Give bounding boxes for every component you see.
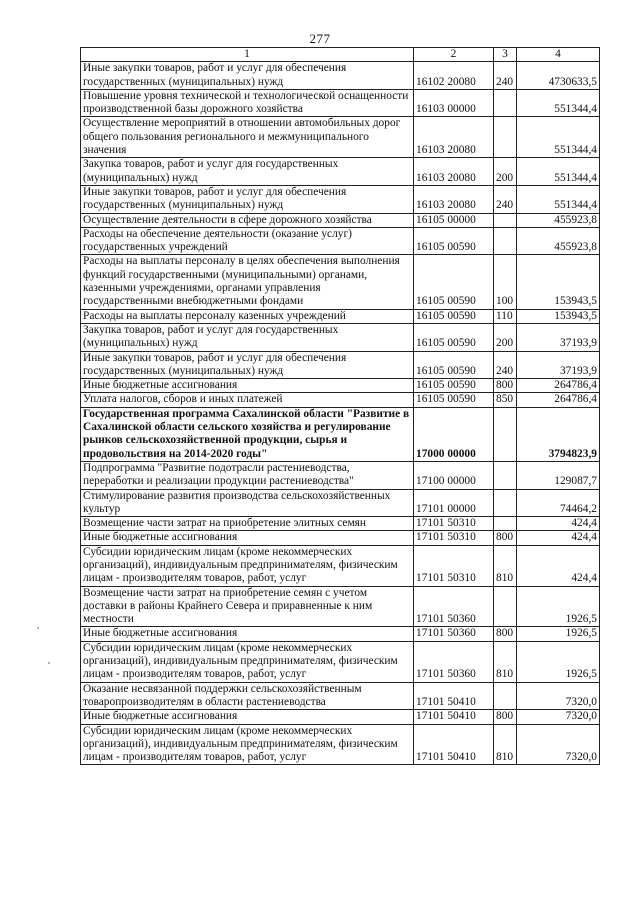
row-code: 16105 00590 [414, 393, 494, 407]
row-name: Иные закупки товаров, работ и услуг для обеспечения государственных (муниципальных) нужд [81, 62, 414, 90]
row-name: Закупка товаров, работ и услуг для государственных (муниципальных) нужд [81, 158, 414, 186]
table-row [81, 724, 600, 765]
row-name: Осуществление деятельности в сфере дорожного хозяйства [81, 213, 414, 227]
row-name: Возмещение части затрат на приобретение семян с учетом доставки в районы Крайнего Севера и приравненные к ним местности [81, 586, 414, 627]
scan-speck [48, 662, 50, 664]
row-name: Подпрограмма "Развитие подотрасли растениеводства, переработки и реализации продукции растениеводства" [81, 461, 414, 489]
scan-speck [37, 627, 39, 629]
row-amount: 129087,7 [517, 461, 600, 489]
row-kvr [494, 213, 517, 227]
row-name: Расходы на выплаты персоналу казенных учреждений [81, 309, 414, 323]
row-amount: 74464,2 [517, 489, 600, 517]
row-name: Субсидии юридическим лицам (кроме некоммерческих организаций), индивидуальным предпринимателям, физическим лицам - производителям товаров, работ, услуг [81, 724, 414, 765]
row-code: 17101 50410 [414, 682, 494, 710]
row-code: 16105 00590 [414, 351, 494, 379]
row-kvr: 810 [494, 545, 517, 586]
row-name: Иные бюджетные ассигнования [81, 531, 414, 545]
row-name: Расходы на обеспечение деятельности (оказание услуг) государственных учреждений [81, 227, 414, 255]
row-amount: 1926,5 [517, 641, 600, 682]
row-amount: 424,4 [517, 517, 600, 531]
row-kvr [494, 461, 517, 489]
row-code: 17101 50410 [414, 724, 494, 765]
row-kvr: 240 [494, 62, 517, 90]
row-code: 16103 20080 [414, 185, 494, 213]
row-kvr [494, 517, 517, 531]
table-row [81, 89, 600, 117]
table-row [81, 379, 600, 393]
row-kvr [494, 89, 517, 117]
row-code: 17101 50310 [414, 545, 494, 586]
table-row [81, 227, 600, 255]
row-name: Субсидии юридическим лицам (кроме некоммерческих организаций), индивидуальным предпринимателям, физическим лицам - производителям товаров, работ, услуг [81, 545, 414, 586]
row-kvr: 800 [494, 627, 517, 641]
row-amount: 3794823,9 [517, 407, 600, 461]
row-code: 16105 00000 [414, 213, 494, 227]
row-code: 17101 00000 [414, 489, 494, 517]
row-name: Иные закупки товаров, работ и услуг для обеспечения государственных (муниципальных) нужд [81, 351, 414, 379]
row-amount: 1926,5 [517, 627, 600, 641]
row-kvr [494, 117, 517, 158]
row-name: Уплата налогов, сборов и иных платежей [81, 393, 414, 407]
table-row [81, 213, 600, 227]
row-kvr: 240 [494, 351, 517, 379]
table-row [81, 185, 600, 213]
row-name: Оказание несвязанной поддержки сельскохозяйственным товаропроизводителям в области растениеводства [81, 682, 414, 710]
row-code: 16102 20080 [414, 62, 494, 90]
row-kvr: 240 [494, 185, 517, 213]
table-row [81, 407, 600, 461]
row-kvr: 810 [494, 724, 517, 765]
row-amount: 153943,5 [517, 309, 600, 323]
row-amount: 455923,8 [517, 213, 600, 227]
header-col-3: 3 [494, 48, 517, 62]
row-code: 17101 50360 [414, 641, 494, 682]
header-row [81, 48, 600, 62]
table-row [81, 641, 600, 682]
table-row [81, 586, 600, 627]
row-code: 17101 50410 [414, 710, 494, 724]
table-row [81, 710, 600, 724]
row-code: 17100 00000 [414, 461, 494, 489]
row-name: Иные бюджетные ассигнования [81, 710, 414, 724]
row-name: Расходы на выплаты персоналу в целях обеспечения выполнения функций государственными (муниципальными) органами, казенными учреждениями, органами управления государственными внебюджетными фондами [81, 255, 414, 309]
row-amount: 455923,8 [517, 227, 600, 255]
row-code: 16103 20080 [414, 117, 494, 158]
row-kvr [494, 489, 517, 517]
table-row [81, 323, 600, 351]
row-amount: 551344,4 [517, 185, 600, 213]
row-name: Иные бюджетные ассигнования [81, 627, 414, 641]
row-kvr: 200 [494, 158, 517, 186]
row-code: 16105 00590 [414, 309, 494, 323]
row-code: 16105 00590 [414, 323, 494, 351]
table-row [81, 489, 600, 517]
row-amount: 7320,0 [517, 682, 600, 710]
row-code: 17101 50360 [414, 627, 494, 641]
row-name: Государственная программа Сахалинской области "Развитие в Сахалинской области сельского хозяйства и регулирование рынков сельскохозяйственной продукции, сырья и продовольствия на 2014-2020 годы" [81, 407, 414, 461]
row-amount: 37193,9 [517, 351, 600, 379]
row-amount: 424,4 [517, 531, 600, 545]
table-body [81, 62, 600, 765]
table-row [81, 545, 600, 586]
header-col-2: 2 [414, 48, 494, 62]
header-col-1: 1 [81, 48, 414, 62]
row-name: Иные бюджетные ассигнования [81, 379, 414, 393]
row-amount: 551344,4 [517, 89, 600, 117]
row-code: 16105 00590 [414, 255, 494, 309]
row-name: Стимулирование развития производства сельскохозяйственных культур [81, 489, 414, 517]
row-name: Возмещение части затрат на приобретение элитных семян [81, 517, 414, 531]
table-row [81, 393, 600, 407]
table-row [81, 62, 600, 90]
table-row [81, 117, 600, 158]
row-code: 17101 50310 [414, 517, 494, 531]
row-name: Закупка товаров, работ и услуг для государственных (муниципальных) нужд [81, 323, 414, 351]
table-row [81, 517, 600, 531]
budget-table [80, 47, 600, 765]
row-code: 16105 00590 [414, 379, 494, 393]
row-amount: 264786,4 [517, 393, 600, 407]
row-kvr: 200 [494, 323, 517, 351]
header-col-4: 4 [517, 48, 600, 62]
table-row [81, 351, 600, 379]
row-kvr: 810 [494, 641, 517, 682]
table-row [81, 158, 600, 186]
row-amount: 551344,4 [517, 158, 600, 186]
row-amount: 551344,4 [517, 117, 600, 158]
row-kvr: 110 [494, 309, 517, 323]
row-kvr: 800 [494, 379, 517, 393]
row-name: Субсидии юридическим лицам (кроме некоммерческих организаций), индивидуальным предпринимателям, физическим лицам - производителям товаров, работ, услуг [81, 641, 414, 682]
page-number: 277 [309, 31, 331, 46]
table-row [81, 461, 600, 489]
row-amount: 4730633,5 [517, 62, 600, 90]
row-amount: 153943,5 [517, 255, 600, 309]
row-kvr: 800 [494, 531, 517, 545]
table-row [81, 627, 600, 641]
row-code: 17101 50310 [414, 531, 494, 545]
row-code: 16105 00590 [414, 227, 494, 255]
row-code: 16103 00000 [414, 89, 494, 117]
row-kvr [494, 586, 517, 627]
row-kvr: 850 [494, 393, 517, 407]
row-code: 17101 50360 [414, 586, 494, 627]
table-row [81, 531, 600, 545]
row-code: 16103 20080 [414, 158, 494, 186]
row-amount: 264786,4 [517, 379, 600, 393]
row-amount: 424,4 [517, 545, 600, 586]
row-kvr [494, 227, 517, 255]
row-amount: 37193,9 [517, 323, 600, 351]
table-row [81, 255, 600, 309]
row-name: Повышение уровня технической и технологической оснащенности производственной базы дорожного хозяйства [81, 89, 414, 117]
row-amount: 7320,0 [517, 710, 600, 724]
row-kvr: 800 [494, 710, 517, 724]
row-kvr: 100 [494, 255, 517, 309]
row-name: Осуществление мероприятий в отношении автомобильных дорог общего пользования регионального и межмуниципального значения [81, 117, 414, 158]
row-name: Иные закупки товаров, работ и услуг для обеспечения государственных (муниципальных) нужд [81, 185, 414, 213]
row-kvr [494, 407, 517, 461]
table-row [81, 309, 600, 323]
row-amount: 7320,0 [517, 724, 600, 765]
table-row [81, 682, 600, 710]
row-amount: 1926,5 [517, 586, 600, 627]
row-code: 17000 00000 [414, 407, 494, 461]
row-kvr [494, 682, 517, 710]
